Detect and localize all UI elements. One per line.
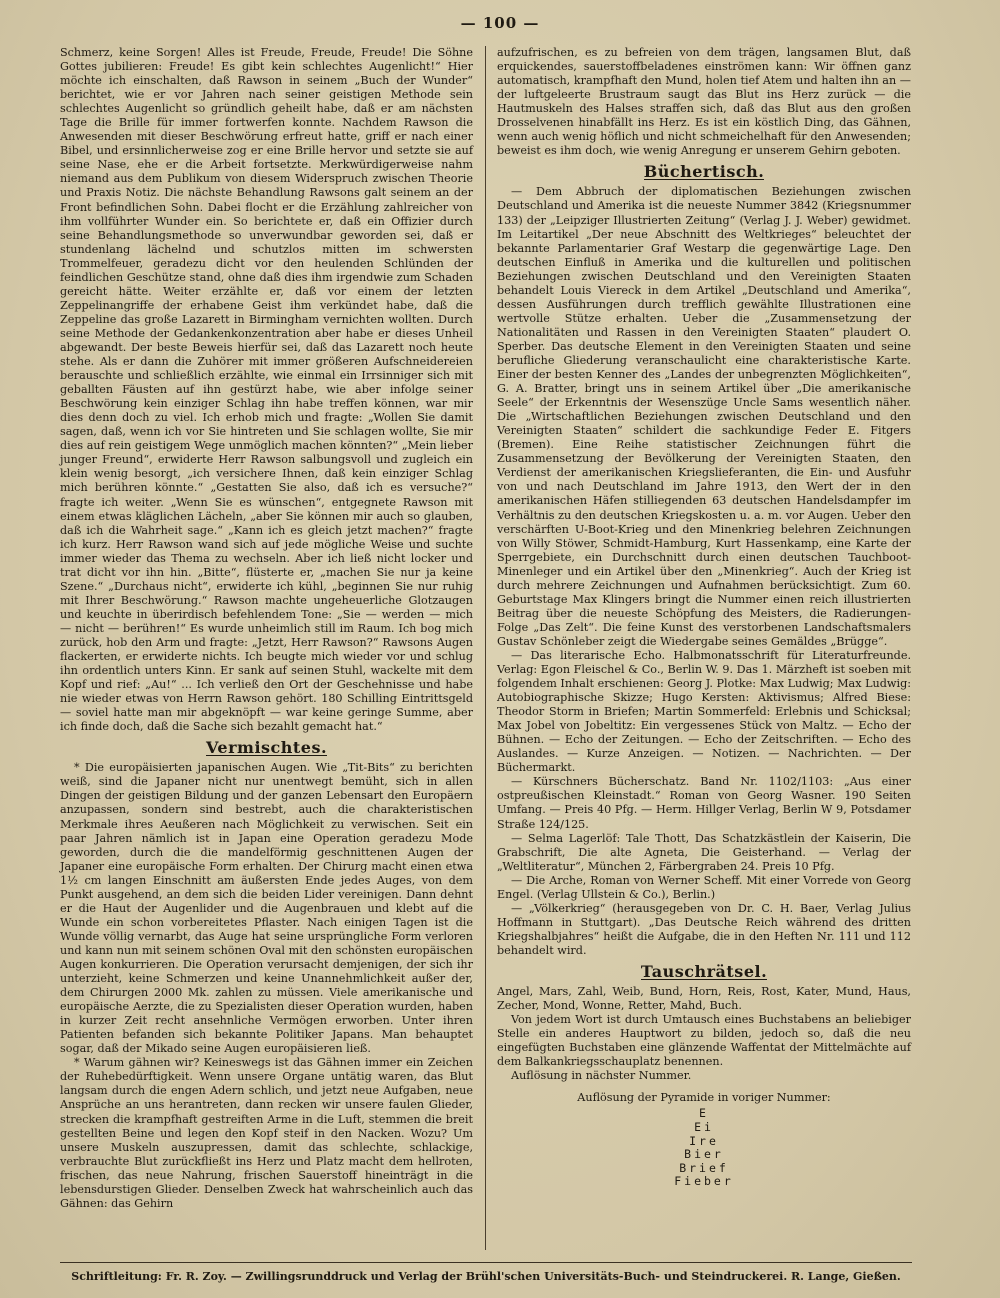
tauschraetsel-heading — [497, 962, 911, 981]
review-lagerloef: — Selma Lagerlöf: Tale Thott, Das Schatzkästlein der Kaiserin, Die Grabschrift, Die alte Agneta, Die Geisterhand. — Verlag der „Weltliteratur“, München 2, Färbergraben 24. Preis 10 Pfg. — [497, 831, 911, 873]
review-leipziger: — Dem Abbruch der diplomatischen Beziehungen zwischen Deutschland und Amerika ist die neueste Nummer 3842 (Kriegsnummer 133) der „Leipziger Illustrierten Zeitung“ (Verlag J. J. Weber) gewidmet. Im Leitartikel „Der neue Abschnitt des Weltkrieges“ beleuchtet der bekannte Parlamentarier Graf Westarp die gegenwärtige Lage. Den deutschen Einfluß in Amerika und die kulturellen und politischen Beziehungen zwischen Deutschland und den Vereinigten Staaten behandelt Louis Viereck in dem Artikel „Deutschland und Amerika“, dessen Ausführungen durch trefflich gewählte Illustrationen eine wertvolle Stütze erhalten. Ueber die „Zusammensetzung der Nationalitäten und Rassen in den Vereinigten Staaten“ plaudert O. Sperber. Das deutsche Element in den Vereinigten Staaten und seine berufliche Gliederung veranschaulicht eine charakteristische Karte. Einer der besten Kenner des „Landes der unbegrenzten Möglichkeiten“, G. A. Bratter, bringt uns in seinem Artikel über „Die amerikanische Seele“ der Erkenntnis der Wesenszüge Uncle Sams wesentlich näher. Die „Wirtschaftlichen Beziehungen zwischen Deutschland und den Vereinigten Staaten“ schildert die sachkundige Feder E. Fitgers (Bremen). Eine Reihe statistischer Zeichnungen führt die Zusammensetzung der Bevölkerung der Vereinigten Staaten, den Verdienst der amerikanischen Kriegslieferanten, die Ein- und Ausfuhr von und nach Deutschland im Jahre 1913, den Wert der in den amerikanischen Häfen stilliegenden 63 deutschen Handelsdampfer im Verhältnis zu den deutschen Kriegskosten u. a. m. vor Augen. Ueber den verschärften U-Boot-Krieg und den Minenkrieg belehren Zeichnungen von Willy Stöwer, Schmidt-Hamburg, Kurt Hassenkamp, eine Karte der Sperrgebiete, ein Durchschnitt durch einen deutschen Tauchboot-Minenleger und ein Artikel über den „Minenkrieg“. Auch der Krieg ist durch mehrere Zeichnungen und Aufnahmen berücksichtigt. Zum 60. Geburtstage Max Klingers bringt die Nummer einen reich illustrierten Beitrag über die neueste Schöpfung des Meisters, die Radierungen-Folge „Das Zelt“. Die feine Kunst des verstorbenen Landschaftsmalers Gustav Schönleber zeigt die Wiedergabe seines Gemäldes „Brügge“. — [497, 185, 911, 648]
pyramid-row: Bier — [684, 1147, 724, 1162]
review-literarische-echo: — Das literarische Echo. Halbmonatsschrift für Literaturfreunde. Verlag: Egon Fleischel & Co., Berlin W. 9. Das 1. Märzheft ist soeben mit folgendem Inhalt erschienen: Georg J. Plotke: Max Ludwig; Max Ludwig: Autobiographische Skizze; Hugo Kersten: Aktivismus; Alfred Biese: Theodor Storm in Briefen; Martin Sommerfeld: Erlebnis und Schicksal; Max Jobel von Jobeltitz: Ein vergessenes Stück von Maltz. — Echo der Bühnen. — Echo der Zeitungen. — Echo der Zeitschriften. — Echo des Auslandes. — Kurze Anzeigen. — Notizen. — Nachrichten. — Der Büchermarkt. — [497, 648, 911, 775]
yawning-continuation: aufzufrischen, es zu befreien von dem trägen, langsamen Blut, daß erquickendes, sauerstoffbeladenes einströmen kann: Wir öffnen ganz automatisch, krampfhaft den Mund, holen tief Atem und halten ihn an — der luftgeleerte Brustraum saugt das Blut ins Herz zurück — die Hautmuskeln des Halses straffen sich, daß das Blut aus den großen Drosselvenen hinabfällt ins Herz. Es ist ein köstlich Ding, das Gähnen, wenn auch wenig höflich und nicht schmeichelhaft für den Anwesenden; beweist es ihm doch, wie wenig Anregung er unserem Gehirn geboten. — [497, 46, 911, 158]
footer-divider — [60, 1262, 912, 1263]
pyramid-row: Brief — [679, 1160, 729, 1175]
pyramid-solution — [497, 1107, 911, 1189]
vermischtes-heading-text: Vermischtes. — [205, 738, 328, 758]
puzzle-words: Angel, Mars, Zahl, Weib, Bund, Horn, Reis, Rost, Kater, Mund, Haus, Zecher, Mond, Wonne, Retter, Mahd, Buch. — [497, 985, 911, 1013]
article-yawning: * Warum gähnen wir? Keineswegs ist das Gähnen immer ein Zeichen der Ruhebedürftigkeit. Wenn unsere Organe untätig waren, das Blut langsam durch die engen Adern schlich, und jetzt neue Aufgaben, neue Ansprüche an uns herantreten, dann recken wir unsere faulen Glieder, strecken die krampfhaft gestreiften Arme in die Luft, stemmen die breit gestellten Beine und legen den Kopf steif in den Nacken. Wozu? Um unsere Muskeln auszupressen, damit das schlechte, schlackige, verbrauchte Blut zurückfließt ins Herz und Platz macht dem hellroten, frischen, das neue Nahrung, frischen Sauerstoff hineinträgt in die lebensdurstigen Glieder. Denselben Zweck hat wahrscheinlich auch das Gähnen: das Gehirn — [60, 1056, 473, 1210]
tauschraetsel-heading-text: Tauschrätsel. — [640, 962, 768, 981]
page-number: — 100 — — [460, 14, 540, 32]
vermischtes-heading — [60, 738, 473, 758]
puzzle-solution-note: Auflösung in nächster Nummer. — [511, 1069, 692, 1083]
pyramid-title: Auflösung der Pyramide in voriger Nummer: — [577, 1091, 831, 1105]
review-voelkerkrieg: — „Völkerkrieg“ (herausgegeben von Dr. C. H. Baer, Verlag Julius Hoffmann in Stuttgart). „Das Deutsche Reich während des dritten Kriegshalbjahres“ heißt die Aufgabe, die in den Heften Nr. 111 und 112 behandelt wird. — [497, 901, 911, 957]
buechertisch-heading — [497, 162, 911, 182]
right-column — [497, 46, 911, 1189]
pyramid-row: E — [699, 1106, 709, 1121]
left-column — [60, 46, 473, 1211]
review-arche: — Die Arche, Roman von Werner Scheff. Mit einer Vorrede von Georg Engel. (Verlag Ullstein & Co.), Berlin.) — [497, 873, 911, 901]
pyramid-row: Ire — [689, 1133, 719, 1148]
pyramid-row: Fieber — [674, 1174, 734, 1189]
review-kuerschner: — Kürschners Bücherschatz. Band Nr. 1102/1103: „Aus einer ostpreußischen Kleinstadt.“ Roman von Georg Wasner. 190 Seiten Umfang. — Preis 40 Pfg. — Herm. Hillger Verlag, Berlin W 9, Potsdamer Straße 124/125. — [497, 775, 911, 831]
article-japanese-eyes: * Die europäisierten japanischen Augen. Wie „Tit-Bits“ zu berichten weiß, sind die Japaner nicht nur unentwegt bemüht, sich in allen Dingen der geistigen Bildung und der ganzen Lebensart den Europäern anzupassen, sondern sind bestrebt, auch die charakteristischen Merkmale ihres Aeußeren nach Möglichkeit zu verwischen. Seit ein paar Jahren nämlich ist in Japan eine Operation geradezu Mode geworden, durch die die mandelförmig geschnittenen Augen der Japaner eine europäische Form erhalten. Der Chirurg macht einen etwa 1½ cm langen Einschnitt am äußersten Ende jedes Auges, von dem Punkt ausgehend, an dem sich die beiden Lider vereinigen. Dann dehnt er die Haut der Augenlider und die Augenbrauen und klebt auf die Wunde ein schon vorbereitetes Pflaster. Nach einigen Tagen ist die Wunde völlig vernarbt, das Auge hat seine ursprüngliche Form verloren und kann nun mit seinem schönen Oval mit den schönsten europäischen Augen konkurrieren. Die Operation verursacht demjenigen, der sich ihr unterzieht, keine Schmerzen und keine Unannehmlichkeit außer der, dem Chirurgen 2000 Mk. zahlen zu müssen. Viele amerikanische und europäische Aerzte, die zu Spezialisten dieser Operation wurden, haben in kurzer Zeit recht ansehnliche Vermögen erworben. Unter ihren Patienten befanden sich bekannte Politiker Japans. Man behauptet sogar, daß der Mikado seine Augen europäisieren ließ. — [60, 761, 473, 1056]
imprint-footer: Schriftleitung: Fr. R. Zoy. — Zwillingsrunddruck und Verlag der Brühl'schen Universitäts-Buch- und Steindruckerei. R. Lange, Gießen. — [71, 1270, 901, 1283]
buechertisch-heading-text: Büchertisch. — [643, 162, 765, 182]
story-continuation: Schmerz, keine Sorgen! Alles ist Freude, Freude, Freude! Die Söhne Gottes jubilieren: Freude! Es gibt kein schlechtes Augenlicht!“ Hier möchte ich einschalten, daß Rawson in seinem „Buch der Wunder“ berichtet, wie er vor Jahren nach seiner geistigen Methode sein schlechtes Augenlicht so gründlich geheilt habe, daß er am nächsten Tage die Brille für immer fortwerfen konnte. Nachdem Rawson die Anwesenden mit dieser Beschwörung erfreut hatte, griff er nach einer Bibel, und ersinnlicherweise zog er eine Brille hervor und setzte sie auf seine Nase, ehe er die Arbeit fortsetzte. Merkwürdigerweise nahm niemand aus dem Publikum von diesem Widerspruch zwischen Theorie und Praxis Notiz. Die nächste Behandlung Rawsons galt seinem an der Front befindlichen Sohn. Dabei flocht er die Erzählung zahlreicher von ihm vollführter Wunder ein. So berichtete er, daß ein Offizier durch seine Behandlungsmethode so unverwundbar geworden sei, daß er stundenlang lächelnd und schutzlos mitten im schwersten Trommelfeuer, geradezu dicht vor den heulenden Schlünden der feindlichen Geschütze stand, ohne daß dies ihm irgendwie zum Schaden gereicht hätte. Weiter erzählte er, daß vor einem der letzten Zeppelinangriffe der erhabene Geist ihm verkündet habe, daß die Zeppeline das große Lazarett in Birmingham vernichten wollten. Durch seine Methode der Gedankenkonzentration aber habe er dieses Unheil abgewandt. Der beste Beweis hierfür sei, daß das Lazarett noch heute stehe. Als er dann die Zuhörer mit immer größeren Aufschneidereien berauschte und schließlich erzählte, wie einmal ein Irrsinniger sich mit geballten Fäusten auf ihn gestürzt habe, wie aber infolge seiner Beschwörung kein einziger Schlag ihn habe treffen können, war mir dies denn doch zu viel. Ich erhob mich und fragte: „Wollen Sie damit sagen, daß, wenn ich vor Sie hintreten und Sie schlagen wollte, Sie mir dies auf rein geistigem Wege unmöglich machen könnten?“ „Mein lieber junger Freund“, erwiderte Herr Rawson salbungsvoll und zugleich ein klein wenig besorgt, „ich versichere Ihnen, daß kein einziger Schlag mich berühren könnte.“ „Gestatten Sie also, daß ich es versuche?“ fragte ich weiter. „Wenn Sie es wünschen“, entgegnete Rawson mit einem etwas kläglichen Lächeln, „aber Sie können mir auch so glauben, daß ich die Wahrheit sage.“ „Kann ich es gleich jetzt machen?“ fragte ich kurz. Herr Rawson wand sich auf jede mögliche Weise und suchte immer wieder das Thema zu wechseln. Aber ich ließ nicht locker und trat dicht vor ihn hin. „Bitte“, flüsterte er, „machen Sie nur ja keine Szene.“ „Durchaus nicht“, erwiderte ich kühl, „beginnen Sie nur ruhig mit Ihrer Beschwörung.“ Rawson machte ungeheuerliche Glotzaugen und keuchte in überirdisch befehlendem Tone: „Sie — werden — mich — nicht — berühren!“ Es wurde unheimlich still im Raum. Ich bog mich zurück, hob den Arm und fragte: „Jetzt, Herr Rawson?“ Rawsons Augen flackerten, er erwiderte nichts. Ich beugte mich wieder vor und schlug ihn ordentlich unters Kinn. Er sank auf seinen Stuhl, wackelte mit dem Kopf und rief: „Au!“ ... Ich verließ den Ort der Geschehnisse und habe nie wieder etwas von Herrn Rawson gehört. 180 Schilling Eintrittsgeld — soviel hatte man mir abgeknöpft — war keine geringe Summe, aber ich finde doch, daß die Sache sich bezahlt gemacht hat.“ — [60, 46, 473, 734]
pyramid-row: Ei — [694, 1120, 714, 1135]
column-divider — [485, 46, 486, 1250]
puzzle-instructions: Von jedem Wort ist durch Umtausch eines Buchstabens an beliebiger Stelle ein anderes Hauptwort zu bilden, jedoch so, daß die neu eingefügten Buchstaben eine glänzende Waffentat der Mittelmächte auf dem Balkankriegsschauplatz benennen. — [497, 1013, 911, 1069]
